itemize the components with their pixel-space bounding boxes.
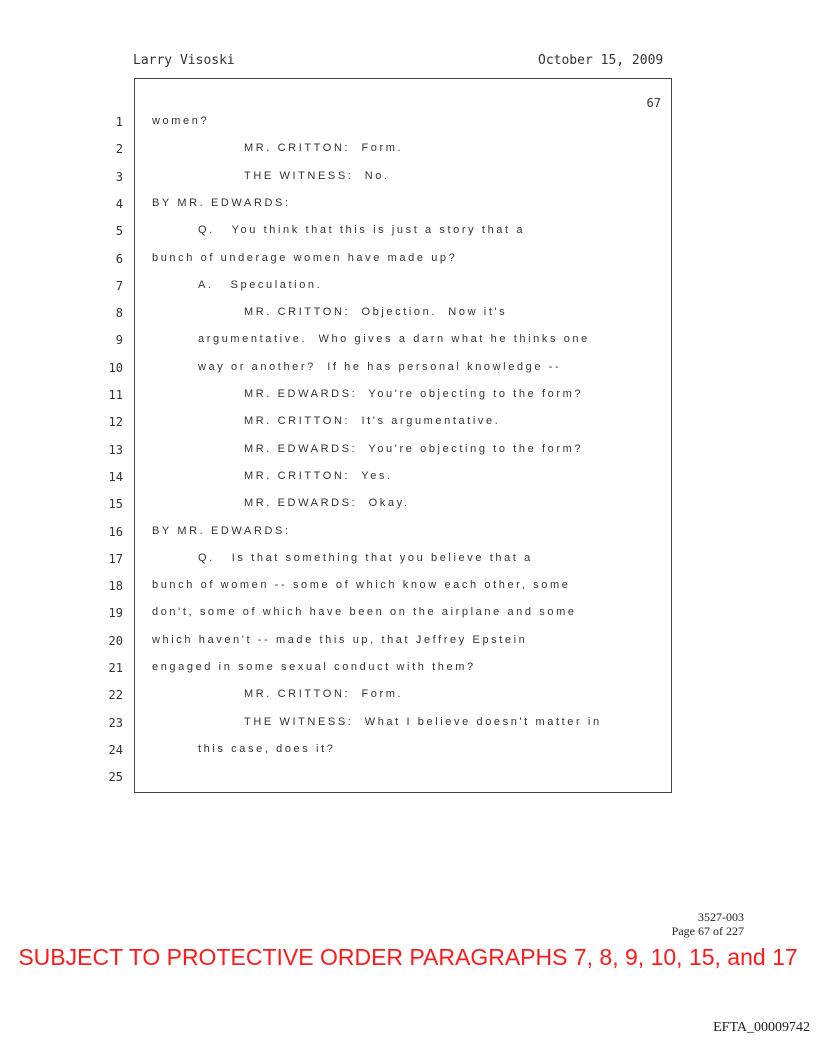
line-text: MR. CRITTON: Yes.	[244, 469, 393, 482]
line-number: 11	[108, 388, 123, 402]
line-number: 17	[108, 551, 123, 566]
line-text: THE WITNESS: What I believe doesn't matter in	[244, 715, 602, 728]
line-number: 2	[115, 142, 123, 157]
page-of-total: Page 67 of 227	[671, 924, 744, 938]
line-text: MR. CRITTON: It's argumentative.	[244, 415, 501, 428]
line-number: 15	[108, 497, 123, 512]
line-text: don't, some of which have been on the airplane and some	[152, 606, 577, 619]
line-text: THE WITNESS: No.	[244, 169, 390, 182]
line-number: 21	[108, 661, 123, 675]
transcript-line	[108, 715, 671, 736]
line-number: 24	[108, 742, 123, 757]
transcript-line	[115, 251, 671, 272]
line-number: 3	[115, 169, 123, 184]
transcript-line	[108, 742, 671, 763]
line-text: women?	[152, 115, 210, 127]
transcript-line	[115, 142, 671, 162]
line-number: 6	[115, 251, 123, 266]
line-text: BY MR. EDWARDS:	[152, 196, 291, 209]
line-number: 22	[108, 688, 123, 703]
line-text: MR. CRITTON: Form.	[244, 142, 404, 155]
line-number: 5	[115, 224, 123, 239]
transcript-line	[108, 360, 671, 381]
line-text: MR. CRITTON: Objection. Now it's	[244, 306, 508, 319]
line-text: Q. Is that something that you believe that a	[198, 551, 533, 564]
line-number: 10	[108, 360, 123, 375]
line-text: Q. You think that this is just a story that a	[198, 224, 526, 237]
transcript-line	[115, 278, 671, 299]
transcript-line	[108, 469, 671, 490]
line-text: BY MR. EDWARDS:	[152, 524, 291, 537]
line-number: 12	[108, 415, 123, 430]
transcript-line	[115, 224, 671, 244]
transcript-line	[115, 115, 671, 135]
line-number: 18	[108, 579, 123, 594]
line-text: MR. CRITTON: Form.	[244, 688, 404, 701]
line-text: A. Speculation.	[198, 278, 323, 291]
transcript-line	[108, 770, 671, 790]
line-text: engaged in some sexual conduct with them?	[152, 661, 476, 673]
line-number: 13	[108, 442, 123, 457]
line-text: MR. EDWARDS: You're objecting to the form?	[244, 442, 584, 455]
transcript-page	[108, 78, 672, 793]
document-code: 3527-003	[698, 910, 744, 924]
transcript-line	[108, 551, 671, 572]
line-number: 14	[108, 469, 123, 484]
transcript-line	[108, 388, 671, 408]
line-text: way or another? If he has personal knowledge --	[198, 360, 562, 373]
bates-number: EFTA_00009742	[713, 1020, 810, 1035]
transcript-line	[115, 169, 671, 190]
transcript-page-number: 67	[646, 96, 661, 110]
line-text: which haven't -- made this up, that Jeffrey Epstein	[152, 633, 528, 646]
line-text: bunch of women -- some of which know each other, some	[152, 579, 571, 592]
transcript-line	[115, 196, 671, 217]
transcript-line	[108, 497, 671, 517]
transcript-line	[108, 606, 671, 626]
transcript-line	[115, 306, 671, 326]
transcript-line	[108, 688, 671, 708]
line-number: 16	[108, 524, 123, 539]
line-text: this case, does it?	[198, 742, 336, 755]
line-number: 4	[115, 196, 123, 211]
transcript-line	[108, 415, 671, 435]
transcript-line	[115, 333, 671, 353]
transcript-line	[108, 633, 671, 654]
document-code-block	[672, 910, 744, 938]
line-number: 9	[115, 333, 123, 348]
line-text: bunch of underage women have made up?	[152, 251, 458, 264]
line-number: 7	[115, 278, 123, 293]
line-number: 1	[115, 115, 123, 129]
line-text: argumentative. Who gives a darn what he thinks one	[198, 333, 590, 346]
protective-order-notice: SUBJECT TO PROTECTIVE ORDER PARAGRAPHS 7, 8, 9, 10, 15, and 17	[18, 944, 798, 970]
witness-name: Larry Visoski	[133, 53, 235, 68]
deposition-date: October 15, 2009	[538, 53, 664, 68]
line-number: 19	[108, 606, 123, 621]
line-text: MR. EDWARDS: You're objecting to the form?	[244, 388, 584, 400]
line-number: 20	[108, 633, 123, 648]
transcript-line	[108, 579, 671, 599]
transcript-line	[108, 442, 671, 463]
line-number: 8	[115, 306, 123, 321]
line-number: 25	[108, 770, 123, 785]
transcript-line	[108, 661, 671, 681]
line-number: 23	[108, 715, 123, 730]
transcript-line	[108, 524, 671, 545]
line-text: MR. EDWARDS: Okay.	[244, 497, 410, 510]
